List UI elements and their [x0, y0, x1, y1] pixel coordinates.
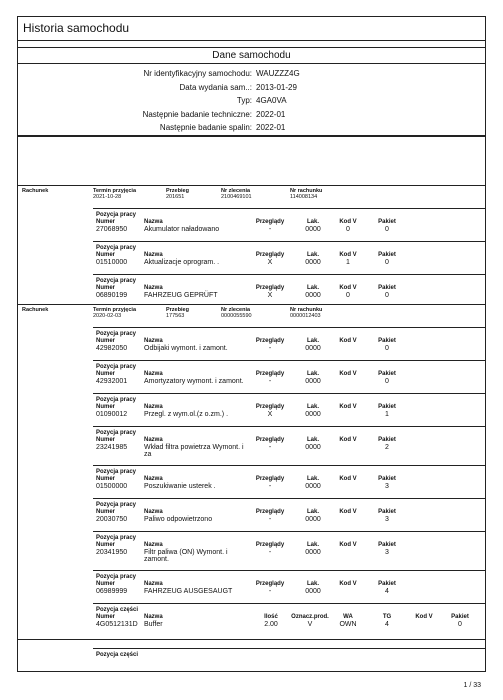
- column-header: Numer: [96, 476, 116, 482]
- invoice-header-value: 0000055590: [221, 313, 252, 319]
- column-header: Pakiet: [378, 285, 396, 291]
- invoice-header-label: Nr zlecenia: [221, 188, 251, 194]
- work-item-lak: 0000: [305, 378, 321, 385]
- column-header: Nazwa: [144, 437, 163, 443]
- invoice-header-label: Nr zlecenia: [221, 307, 251, 313]
- invoice-header-value: 0000012403: [290, 313, 321, 319]
- column-header: Pakiet: [378, 252, 396, 258]
- column-header: Nazwa: [144, 614, 163, 620]
- invoice-header-field: [221, 307, 252, 319]
- work-item-przeglady: -: [268, 444, 272, 451]
- column-header: Lak.: [306, 437, 319, 443]
- column-header: Pakiet: [378, 219, 396, 225]
- column-header: Kod V: [339, 219, 357, 225]
- work-item: [93, 531, 485, 570]
- invoice-header-value: 2021-10-28: [93, 194, 122, 200]
- invoice-header-field: [290, 188, 322, 200]
- field-label: Typ:: [236, 96, 252, 105]
- work-item-przeglady: -: [268, 378, 272, 385]
- work-item-przeglady: -: [268, 345, 272, 352]
- invoice-label: Rachunek: [22, 188, 49, 194]
- part-item: [93, 603, 485, 648]
- invoice-header-value: 2100469101: [221, 194, 252, 200]
- column-header: Przeglądy: [255, 509, 285, 515]
- column-header: Nazwa: [144, 404, 163, 410]
- work-item-pakiet: 0: [385, 292, 389, 299]
- column-header: Nazwa: [144, 581, 163, 587]
- field-label: Następnie badanie techniczne:: [142, 109, 252, 119]
- part-item-tg: 4: [385, 621, 389, 628]
- column-header: Numer: [96, 581, 116, 587]
- work-items: [93, 327, 485, 669]
- column-header: Ilość: [264, 614, 278, 620]
- invoice-history: [18, 185, 485, 658]
- column-header: Kod V: [415, 614, 433, 620]
- work-item-numer: 42932001: [96, 378, 128, 385]
- work-item-lak: 0000: [305, 259, 321, 266]
- invoice-header-field: [166, 307, 189, 319]
- blank-area: [18, 137, 485, 185]
- column-header: Lak.: [306, 581, 319, 587]
- invoice-header-label: Przebieg: [166, 307, 189, 313]
- work-item: [93, 570, 485, 603]
- column-header: Przeglądy: [255, 371, 285, 377]
- work-item-przeglady: X: [267, 259, 273, 266]
- column-header: Nazwa: [144, 252, 163, 258]
- field-label: Nr identyfikacyjny samochodu:: [143, 69, 252, 78]
- work-item-numer: 23241985: [96, 444, 128, 451]
- column-header: Nazwa: [144, 371, 163, 377]
- work-item: [93, 274, 485, 307]
- vehicle-field-type: [18, 94, 485, 108]
- work-item-kod-v: 0: [346, 292, 350, 299]
- work-item-przeglady: X: [267, 292, 273, 299]
- work-item-lak: 0000: [305, 483, 321, 490]
- invoice-header-label: Termin przyjęcia: [93, 307, 136, 313]
- work-item-nazwa: Akumulator naładowano: [144, 226, 220, 233]
- work-item: [93, 498, 485, 531]
- work-item-nazwa: Poszukiwanie usterek .: [144, 483, 216, 490]
- invoice-header-label: Przebieg: [166, 188, 189, 194]
- vehicle-field-emissions: [18, 121, 485, 135]
- column-header: Kod V: [339, 371, 357, 377]
- field-value: 4GA0VA: [256, 96, 287, 105]
- work-item-numer: 01090012: [96, 411, 128, 418]
- work-item-numer: 20341950: [96, 549, 128, 556]
- work-item-pakiet: 1: [385, 411, 389, 418]
- column-header: Pakiet: [378, 404, 396, 410]
- column-header: Pakiet: [378, 509, 396, 515]
- work-item-nazwa: Odbijaki wymont. i zamont.: [144, 345, 228, 352]
- work-item-pakiet: 2: [385, 444, 389, 451]
- part-item-numer: 4G0512131D: [96, 621, 138, 628]
- column-header: Nazwa: [144, 509, 163, 515]
- work-item-title: Pozycja pracy: [96, 469, 137, 475]
- column-header: Kod V: [339, 338, 357, 344]
- invoice-header-label: Nr rachunku: [290, 188, 323, 194]
- work-item-pakiet: 3: [385, 516, 389, 523]
- field-value: WAUZZZ4G: [256, 69, 300, 78]
- work-item-przeglady: -: [268, 483, 272, 490]
- invoice-header-value: 114008134: [290, 194, 318, 200]
- work-item-numer: 27068950: [96, 226, 128, 233]
- invoice-block: [18, 305, 485, 658]
- invoice-header-value: 201651: [166, 194, 185, 200]
- invoice-header-label: Termin przyjęcia: [93, 188, 136, 194]
- column-header: Pakiet: [378, 581, 396, 587]
- column-header: Pakiet: [451, 614, 469, 620]
- work-item-kod-v: 1: [346, 259, 350, 266]
- column-header: Kod V: [339, 581, 357, 587]
- work-item-przeglady: -: [268, 549, 272, 556]
- vehicle-data-section: [18, 47, 485, 137]
- work-item-lak: 0000: [305, 345, 321, 352]
- work-item-title: Pozycja pracy: [96, 574, 137, 580]
- work-item: [93, 426, 485, 465]
- column-header: Przeglądy: [255, 338, 285, 344]
- vehicle-data-body: [18, 64, 485, 136]
- part-item-nazwa: Buffer: [144, 621, 163, 628]
- column-header: Przeglądy: [255, 581, 285, 587]
- field-label: Następnie badanie spalin:: [159, 123, 252, 132]
- work-item: [93, 465, 485, 498]
- column-header: Kod V: [339, 437, 357, 443]
- work-item-lak: 0000: [305, 549, 321, 556]
- column-header: Nazwa: [144, 285, 163, 291]
- column-header: Lak.: [306, 509, 319, 515]
- work-item: [93, 360, 485, 393]
- column-header: Numer: [96, 404, 116, 410]
- column-header: Numer: [96, 219, 116, 225]
- work-item-lak: 0000: [305, 411, 321, 418]
- column-header: Pakiet: [378, 476, 396, 482]
- column-header: Przeglądy: [255, 542, 285, 548]
- column-header: Lak.: [306, 542, 319, 548]
- page-title: Historia samochodu: [18, 17, 485, 41]
- field-value: 2022-01: [256, 123, 286, 132]
- invoice-header-field: [221, 188, 252, 200]
- work-item-przeglady: X: [267, 411, 273, 418]
- vehicle-field-inspection: [18, 108, 485, 122]
- column-header: Numer: [96, 285, 116, 291]
- column-header: Lak.: [306, 219, 319, 225]
- invoice-header-field: [93, 188, 136, 200]
- work-item-title: Pozycja pracy: [96, 278, 137, 284]
- column-header: Przeglądy: [255, 252, 285, 258]
- work-item-lak: 0000: [305, 444, 321, 451]
- work-item-nazwa: Aktualizacje oprogram. .: [144, 259, 220, 266]
- work-item-nazwa: Wkład filtra powietrza Wymont. i za: [144, 444, 244, 458]
- work-item-pakiet: 0: [385, 259, 389, 266]
- work-item-numer: 06890199: [96, 292, 128, 299]
- column-header: Kod V: [339, 285, 357, 291]
- column-header: Numer: [96, 542, 116, 548]
- column-header: Lak.: [306, 252, 319, 258]
- work-item: [93, 393, 485, 426]
- column-header: Lak.: [306, 285, 319, 291]
- column-header: Numer: [96, 437, 116, 443]
- field-label: Data wydania sam..:: [179, 82, 252, 92]
- column-header: Kod V: [339, 404, 357, 410]
- column-header: WA: [343, 614, 353, 620]
- invoice-header-value: 177563: [166, 313, 185, 319]
- part-item-pakiet: 0: [458, 621, 462, 628]
- column-header: Lak.: [306, 404, 319, 410]
- column-header: Numer: [96, 252, 116, 258]
- work-item-lak: 0000: [305, 516, 321, 523]
- column-header: Przeglądy: [255, 285, 285, 291]
- work-item-nazwa: FAHRZEUG GEPRÜFT: [144, 292, 218, 299]
- work-item-numer: 06989999: [96, 588, 128, 595]
- work-item-lak: 0000: [305, 226, 321, 233]
- work-item-numer: 01500000: [96, 483, 128, 490]
- column-header: Kod V: [339, 542, 357, 548]
- part-item-oznacz: V: [307, 621, 313, 628]
- column-header: Pakiet: [378, 542, 396, 548]
- work-item-lak: 0000: [305, 588, 321, 595]
- work-item-title: Pozycja pracy: [96, 430, 137, 436]
- work-item-numer: 42982050: [96, 345, 128, 352]
- work-item: [93, 208, 485, 241]
- page-number: 1 / 33: [463, 682, 481, 689]
- part-item-title: Pozycja części: [96, 652, 139, 658]
- invoice-header-value: 2020-02-03: [93, 313, 122, 319]
- work-item-nazwa: Filtr paliwa (ON) Wymont. i zamont.: [144, 549, 228, 563]
- work-item-nazwa: Przegl. z wym.ol.(z o.zm.) .: [144, 411, 229, 418]
- column-header: Przeglądy: [255, 404, 285, 410]
- part-item-title: Pozycja części: [96, 607, 139, 613]
- column-header: Nazwa: [144, 219, 163, 225]
- column-header: TG: [382, 614, 392, 620]
- part-item-wa: OWN: [339, 621, 357, 628]
- work-item-kod-v: 0: [346, 226, 350, 233]
- work-item-title: Pozycja pracy: [96, 212, 137, 218]
- invoice-block: [18, 186, 485, 305]
- column-header: Lak.: [306, 338, 319, 344]
- work-item-title: Pozycja pracy: [96, 535, 137, 541]
- work-item-title: Pozycja pracy: [96, 245, 137, 251]
- column-header: Pakiet: [378, 371, 396, 377]
- vehicle-data-heading: Dane samochodu: [18, 48, 485, 64]
- column-header: Kod V: [339, 509, 357, 515]
- work-item-nazwa: Paliwo odpowietrzono: [144, 516, 213, 523]
- work-item-title: Pozycja pracy: [96, 364, 137, 370]
- field-value: 2022-01: [256, 109, 286, 119]
- column-header: Przeglądy: [255, 476, 285, 482]
- column-header: Numer: [96, 338, 116, 344]
- field-value: 2013-01-29: [256, 82, 297, 92]
- column-header: Przeglądy: [255, 219, 285, 225]
- column-header: Numer: [96, 371, 116, 377]
- column-header: Oznacz.prod.: [291, 614, 329, 620]
- invoice-label: Rachunek: [22, 307, 49, 313]
- work-item-pakiet: 3: [385, 549, 389, 556]
- invoice-header-field: [93, 307, 136, 319]
- column-header: Numer: [96, 614, 116, 620]
- work-item-pakiet: 0: [385, 345, 389, 352]
- work-item-pakiet: 4: [385, 588, 389, 595]
- work-item-lak: 0000: [305, 292, 321, 299]
- column-header: Pakiet: [378, 338, 396, 344]
- part-item: [93, 648, 485, 669]
- vehicle-field-vin: [18, 67, 485, 81]
- column-header: Numer: [96, 509, 116, 515]
- work-item-przeglady: -: [268, 226, 272, 233]
- column-header: Kod V: [339, 252, 357, 258]
- work-items: [93, 208, 485, 307]
- column-header: Pakiet: [378, 437, 396, 443]
- work-item-nazwa: FAHRZEUG AUSGESAUGT: [144, 588, 233, 595]
- vehicle-field-date: [18, 81, 485, 95]
- document-page: [17, 16, 486, 672]
- column-header: Kod V: [339, 476, 357, 482]
- invoice-header-label: Nr rachunku: [290, 307, 323, 313]
- column-header: Lak.: [306, 476, 319, 482]
- work-item-title: Pozycja pracy: [96, 331, 137, 337]
- work-item: [93, 241, 485, 274]
- work-item-numer: 01510000: [96, 259, 128, 266]
- work-item: [93, 327, 485, 360]
- work-item-numer: 20030750: [96, 516, 128, 523]
- column-header: Lak.: [306, 371, 319, 377]
- column-header: Nazwa: [144, 542, 163, 548]
- work-item-przeglady: -: [268, 588, 272, 595]
- invoice-header-field: [166, 188, 189, 200]
- work-item-pakiet: 0: [385, 378, 389, 385]
- work-item-title: Pozycja pracy: [96, 397, 137, 403]
- invoice-header-field: [290, 307, 322, 319]
- part-item-ilosc: 2.00: [264, 621, 278, 628]
- work-item-pakiet: 0: [385, 226, 389, 233]
- column-header: Przeglądy: [255, 437, 285, 443]
- work-item-pakiet: 3: [385, 483, 389, 490]
- column-header: Nazwa: [144, 338, 163, 344]
- work-item-przeglady: -: [268, 516, 272, 523]
- work-item-nazwa: Amortyzatory wymont. i zamont.: [144, 378, 244, 385]
- work-item-title: Pozycja pracy: [96, 502, 137, 508]
- column-header: Nazwa: [144, 476, 163, 482]
